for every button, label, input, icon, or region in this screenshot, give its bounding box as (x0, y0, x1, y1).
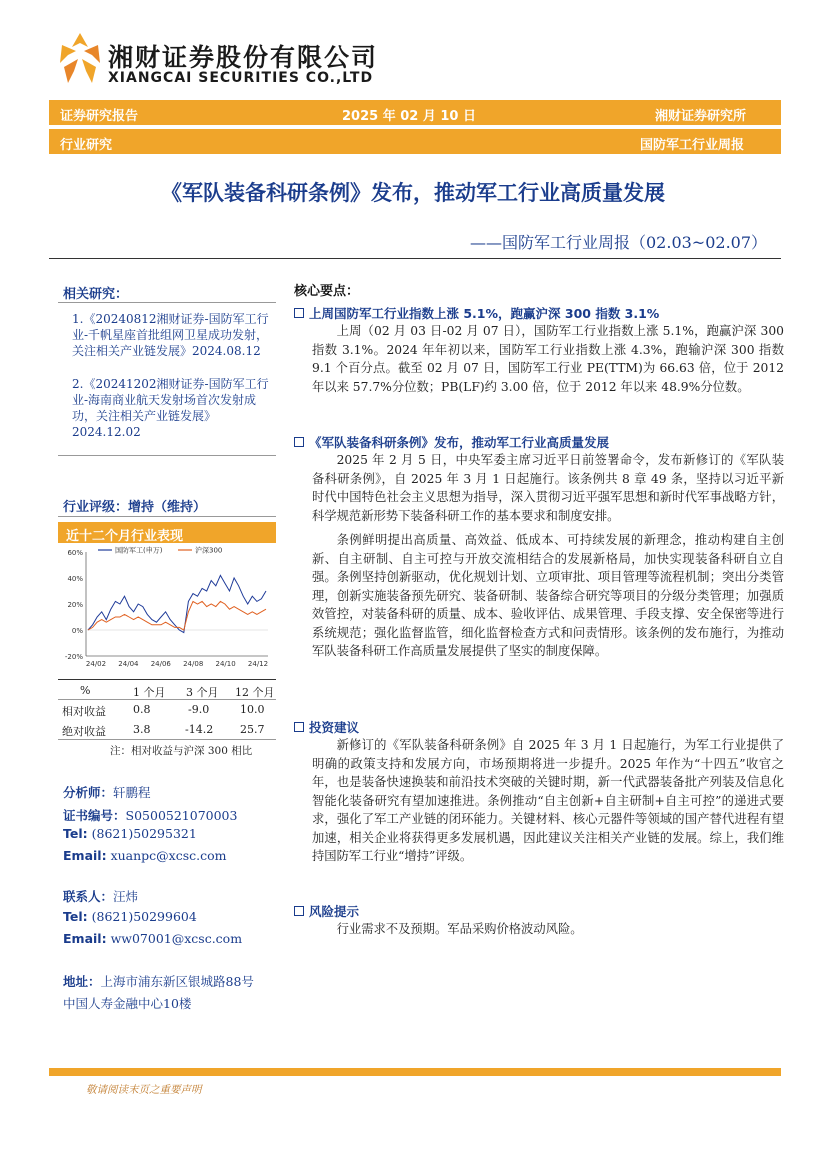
performance-chart (58, 544, 280, 676)
footer-band (49, 1068, 781, 1076)
page-subtitle: ——国防军工行业周报（02.03~02.07） (470, 233, 768, 252)
cert-line (63, 806, 237, 824)
core-heading: 核心要点： (294, 284, 360, 299)
institute: 湘财证券研究所 (655, 109, 747, 124)
section-paragraph: 上周（02 月 03 日-02 月 07 日），国防军工行业指数上涨 5.1%，跑赢沪深 300 指数 3.1%。2024 年年初以来，国防军工行业指数上涨 4.3%，跑输沪深 300 指数 9.1 个百分点。截至 02 月 07 日，国防军工行业 PE(TTM)为 66.63 倍，位于 2012 年以来 57.7%分位数；PB(LF)约 3.00 倍，位于 2012 年以来 48.9%分位数。 (312, 324, 784, 394)
cert-number: S0500521070003 (125, 808, 238, 823)
chart-series-line-1 (88, 575, 266, 632)
email2-address[interactable]: ww07001@xcsc.com (110, 931, 243, 946)
contact-name: 汪炜 (113, 889, 139, 904)
cert-label: 证书编号： (63, 808, 126, 823)
sec1 (294, 304, 784, 396)
chart-y-tick-label: 20% (67, 601, 83, 609)
series-name: 国防军工行业周报 (640, 138, 745, 153)
section-heading (294, 304, 784, 322)
email-label: Email: (63, 848, 107, 863)
chart-x-tick-label: 24/02 (85, 660, 107, 668)
section-heading (294, 718, 784, 736)
email-line (63, 848, 227, 863)
table-row-label: 相对收益 (62, 705, 106, 718)
section-paragraph: 2025 年 2 月 5 日，中央军委主席习近平日前签署命令，发布新修订的《军队装备科研条例》，自 2025 年 3 月 1 日起施行。该条例共 8 章 49 条，坚持以习近平新时代中国特色社会主义思想为指导，深入贯彻习近平强军思想和新时代军事战略方针，科学规范新形势下装备科研工作的基本要求和制度安排。 (312, 453, 784, 523)
chart-x-tick-label: 24/12 (247, 660, 269, 668)
table-cell: -9.0 (188, 703, 210, 716)
sec3 (294, 718, 784, 866)
analyst-name: 轩鹏程 (113, 785, 151, 800)
chart-y-tick-label: 0% (71, 627, 83, 635)
checkbox-bullet-icon (294, 437, 304, 447)
chart-y-tick-label: 40% (67, 575, 83, 583)
industry-rating: 行业评级：增持（维持） (63, 500, 207, 515)
table-cell: 0.8 (133, 703, 151, 716)
table-header-rule (58, 699, 276, 700)
checkbox-bullet-icon (294, 906, 304, 916)
tel-number: (8621)50295321 (91, 826, 197, 841)
analyst-line (63, 783, 151, 801)
chart-x-tick-label: 24/06 (150, 660, 171, 668)
table-note: 注：相对收益与沪深 300 相比 (110, 745, 253, 757)
perf-heading: 近十二个月行业表现 (66, 529, 184, 544)
related-item-1: 1.《20240812湘财证券-国防军工行业-千帆星座首批组网卫星成功发射，关注相关产业链发展》2024.08.12 (72, 312, 269, 358)
category: 行业研究 (60, 138, 113, 153)
email2-line (63, 931, 242, 946)
related-divider (58, 302, 276, 303)
analyst-label: 分析师： (63, 785, 114, 800)
chart-legend-label: 沪深300 (195, 546, 223, 555)
section-heading-text: 投资建议 (309, 720, 360, 735)
related-bottom-divider (58, 455, 276, 456)
company-logo-icon (58, 33, 102, 85)
table-header-pct: % (80, 684, 91, 697)
checkbox-bullet-icon (294, 308, 304, 318)
section-heading (294, 902, 784, 920)
related-heading: 相关研究： (63, 287, 129, 302)
section-paragraph: 条例鲜明提出高质量、高效益、低成本、可持续发展的新理念，推动构建自主创新、自主研制、自主可控与开放交流相结合的发展新格局，加快实现装备科研自立自强。条例坚持创新驱动，优化规划计划、立项审批、项目管理等流程机制；突出分类管理，创新实施装备预先研究、装备研制、装备综合研究等项目的分级分类管理；加强质效管控，对装备科研的质量、成本、验收评估、成果管理、手段支撑、安全保密等进行系统规范；强化监督监管，细化监督检查方式和问责情形。该条例的发布施行，为推动军队装备科研工作高质量发展提供了坚实的制度保障。 (312, 533, 784, 658)
table-top-rule (58, 679, 276, 680)
chart-legend-label: 国防军工(申万) (115, 546, 163, 555)
chart-y-tick-label: -20% (64, 653, 83, 661)
chart-series-line-2 (88, 601, 266, 630)
footer-disclaimer: 敬请阅读末页之重要声明 (86, 1084, 202, 1096)
tel2-line (63, 909, 197, 924)
chart-x-tick-label: 24/10 (215, 660, 236, 668)
section-heading-text: 风险提示 (309, 904, 360, 919)
tel-label: Tel: (63, 826, 88, 841)
company-name-en: XIANGCAI SECURITIES CO.,LTD (108, 70, 374, 86)
table-cell: 3.8 (133, 723, 151, 736)
table-cell: 25.7 (240, 723, 265, 736)
section-heading-text: 上周国防军工行业指数上涨 5.1%，跑赢沪深 300 指数 3.1% (309, 306, 660, 321)
sec4 (294, 902, 784, 939)
address-text-1: 上海市浦东新区银城路88号 (100, 974, 254, 989)
report-date: 2025 年 02 月 10 日 (342, 109, 476, 124)
page-title: 《军队装备科研条例》发布，推动军工行业高质量发展 (161, 181, 665, 205)
table-header-12m: 12 个月 (235, 686, 275, 699)
contact-label: 联系人： (63, 889, 114, 904)
table-header-3m: 3 个月 (186, 686, 219, 699)
table-cell: -14.2 (185, 723, 214, 736)
table-header-1m: 1 个月 (133, 686, 166, 699)
table-row-label: 绝对收益 (62, 725, 106, 738)
tel2-number: (8621)50299604 (91, 909, 197, 924)
related-item-2: 2.《20241202湘财证券-国防军工行业-海南商业航天发射场首次发射成功，关注相关产业链发展》2024.12.02 (72, 377, 269, 439)
checkbox-bullet-icon (294, 722, 304, 732)
report-type: 证券研究报告 (60, 109, 139, 124)
section-heading (294, 433, 784, 451)
tel-line (63, 826, 197, 841)
address-line-2: 中国人寿金融中心10楼 (63, 996, 192, 1011)
contact-line (63, 887, 138, 905)
email-address[interactable]: xuanpc@xcsc.com (110, 848, 227, 863)
section-paragraph: 新修订的《军队装备科研条例》自 2025 年 3 月 1 日起施行，为军工行业提供了明确的政策支持和发展方向，市场预期将进一步提升。2025 年作为“十四五”收官之年，也是装备快速换装和前沿技术突破的关键时期，新一代武器装备批产列装及信息化智能化装备研究有望加速推进。条例推动“自主创新+自主研制+自主可控”的递进式要求，强化了军工产业链的闭环能力。关键材料、核心元器件等领域的国产替代进程有望加速，相关企业将获得更多发展机遇，因此建议关注相关产业链的发展。综上，我们维持国防军工行业“增持”评级。 (312, 738, 784, 863)
table-bottom-rule (58, 739, 276, 740)
table-cell: 10.0 (240, 703, 265, 716)
tel2-label: Tel: (63, 909, 88, 924)
chart-x-tick-label: 24/04 (118, 660, 139, 668)
email2-label: Email: (63, 931, 107, 946)
company-name-cn: 湘财证券股份有限公司 (108, 43, 379, 72)
section-paragraph: 行业需求不及预期。军品采购价格波动风险。 (336, 922, 583, 936)
address-label: 地址： (63, 974, 101, 989)
title-divider (49, 258, 781, 259)
chart-x-tick-label: 24/08 (183, 660, 204, 668)
section-heading-text: 《军队装备科研条例》发布，推动军工行业高质量发展 (309, 435, 610, 450)
address-line-1 (63, 972, 254, 990)
rating-divider (58, 516, 276, 517)
sec2 (294, 433, 784, 661)
chart-y-tick-label: 60% (67, 549, 83, 557)
